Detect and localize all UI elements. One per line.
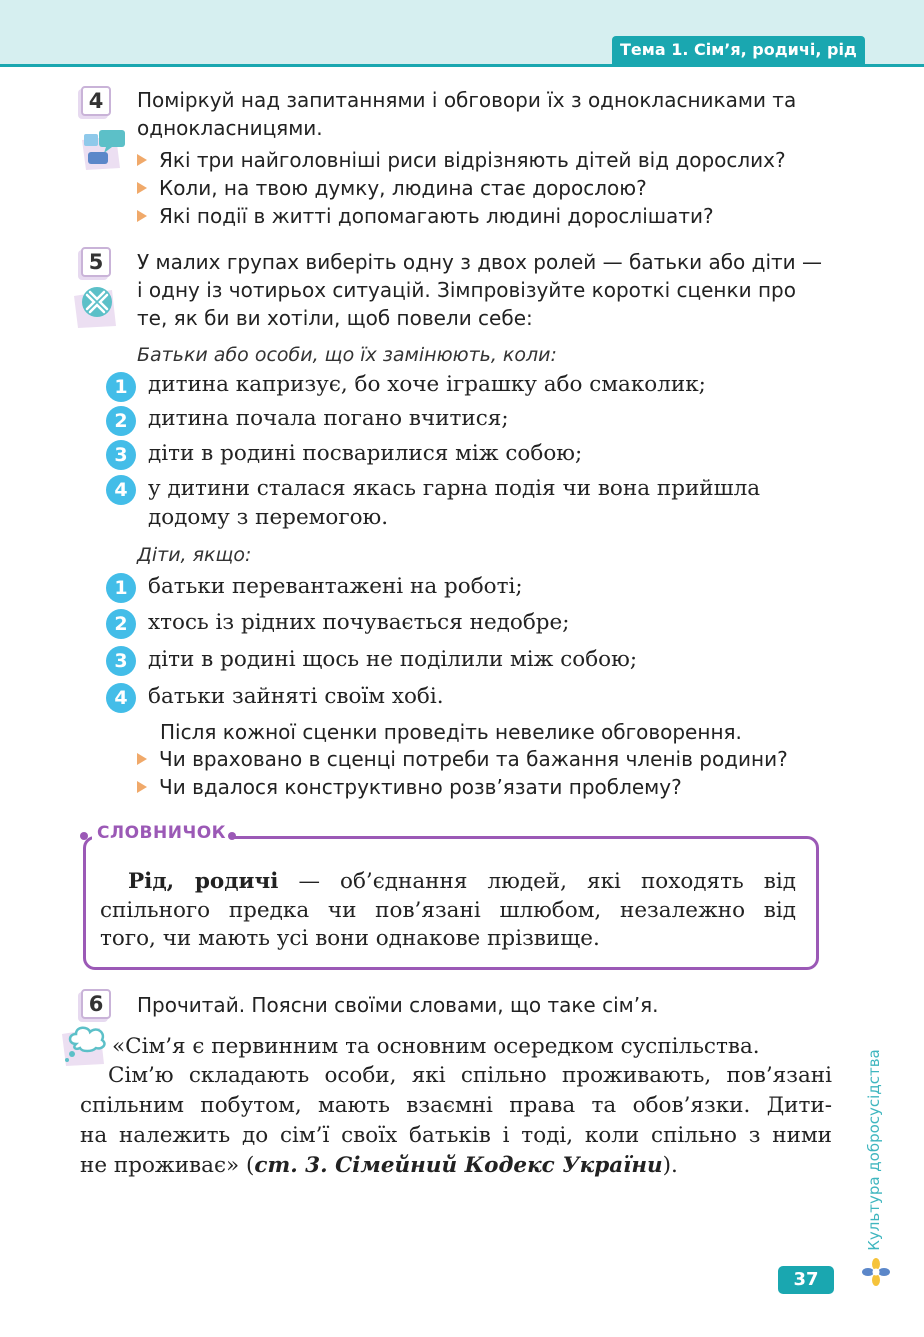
parents-item-4-continued: додому з перемогою. — [148, 505, 389, 530]
task-number-5: 5 — [81, 247, 111, 277]
parents-item-1: дитина капризує, бо хоче іграшку або смаколик; — [148, 372, 706, 397]
task6-instruction: Прочитай. Поясни своїми словами, що таке сім’я. — [137, 993, 659, 1017]
children-item-3: діти в родині щось не поділили між собою; — [148, 647, 638, 672]
number-circle-2: 2 — [106, 406, 136, 436]
number-circle-1: 1 — [106, 372, 136, 402]
sidebar-label — [860, 1050, 888, 1250]
task4-bullet-3: Які події в житті допомагають людині дорослішати? — [159, 204, 714, 228]
bullet-icon — [137, 182, 147, 194]
parents-item-3: діти в родині посварилися між собою; — [148, 441, 583, 466]
parents-heading: Батьки або особи, що їх замінюють, коли: — [137, 344, 557, 366]
quote-line4: на належить до сім’ї своїх батьків і тоді, коли спільно з ними — [80, 1123, 832, 1148]
number-circle-3: 3 — [106, 440, 136, 470]
bullet-icon — [137, 154, 147, 166]
thinking-cloud-icon — [60, 1020, 112, 1068]
parents-item-2: дитина почала погано вчитися; — [148, 406, 509, 431]
bullet-icon — [137, 753, 147, 765]
header-rule — [0, 64, 924, 67]
task5-text-line2: і одну із чотирьох ситуацій. Зімпровізуйте короткі сценки про — [137, 278, 796, 302]
glossary-line3: того, чи мають усі вони однакове прізвище. — [100, 926, 600, 951]
number-circle-4: 4 — [106, 683, 136, 713]
task5-text-line3: те, як би ви хотіли, щоб повели себе: — [137, 306, 533, 330]
glossary-dot-right — [228, 832, 236, 840]
children-item-1: батьки перевантажені на роботі; — [148, 574, 523, 599]
number-circle-4: 4 — [106, 475, 136, 505]
bullet-icon — [137, 781, 147, 793]
quote-line5-start: не проживає» ( — [80, 1153, 255, 1178]
bullet-icon — [137, 210, 147, 222]
task5-text-line1: У малих групах виберіть одну з двох ролей — батьки або діти — — [137, 250, 823, 274]
task4-bullet-2: Коли, на твою думку, людина стає дорослою? — [159, 176, 647, 200]
group-hands-icon — [72, 282, 122, 330]
children-item-4: батьки зайняті своїм хобі. — [148, 684, 444, 709]
task-number-4: 4 — [81, 86, 111, 116]
glossary-term: Рід, родичі — [128, 869, 279, 894]
task4-text-line2: однокласницями. — [137, 116, 323, 140]
quote-citation: ст. 3. Сімейний Кодекс України — [254, 1153, 663, 1178]
sidebar-text: Культура добросусідства — [865, 1049, 883, 1251]
quote-line2: Сім’ю складають особи, які спільно проживають, пов’язані — [108, 1063, 832, 1088]
glossary-label: СЛОВНИЧОК — [92, 823, 231, 843]
discussion-bullet-1: Чи враховано в сценці потреби та бажання членів родини? — [159, 747, 788, 771]
quote-line5 — [80, 1153, 678, 1178]
glossary-dot-left — [80, 832, 88, 840]
parents-item-4: у дитини сталася якась гарна подія чи вона прийшла — [148, 476, 761, 501]
page-number: 37 — [778, 1266, 834, 1294]
number-circle-1: 1 — [106, 573, 136, 603]
quote-line5-end: ). — [662, 1153, 678, 1178]
discussion-bullet-2: Чи вдалося конструктивно розв’язати проблему? — [159, 775, 682, 799]
glossary-definition-start: — об’єднання людей, які походять від — [278, 869, 796, 894]
discussion-icon — [80, 128, 128, 172]
task4-bullet-1: Які три найголовніші риси відрізняють дітей від дорослих? — [159, 148, 786, 172]
task4-text-line1: Поміркуй над запитаннями і обговори їх з однокласниками та — [137, 88, 797, 112]
glossary-line1 — [128, 869, 796, 894]
number-circle-3: 3 — [106, 646, 136, 676]
flower-icon — [862, 1258, 890, 1286]
theme-tab: Тема 1. Сім’я, родичі, рід — [612, 36, 865, 64]
quote-line1: «Сім’я є первинним та основним осередком суспільства. — [112, 1034, 760, 1059]
glossary-line2: спільного предка чи пов’язані шлюбом, незалежно від — [100, 898, 796, 923]
children-heading: Діти, якщо: — [137, 544, 252, 566]
quote-line3: спільним побутом, мають взаємні права та обов’язки. Дити- — [80, 1093, 832, 1118]
number-circle-2: 2 — [106, 609, 136, 639]
task-number-6: 6 — [81, 989, 111, 1019]
discussion-text: Після кожної сценки проведіть невелике обговорення. — [160, 720, 742, 744]
children-item-2: хтось із рідних почувається недобре; — [148, 610, 570, 635]
